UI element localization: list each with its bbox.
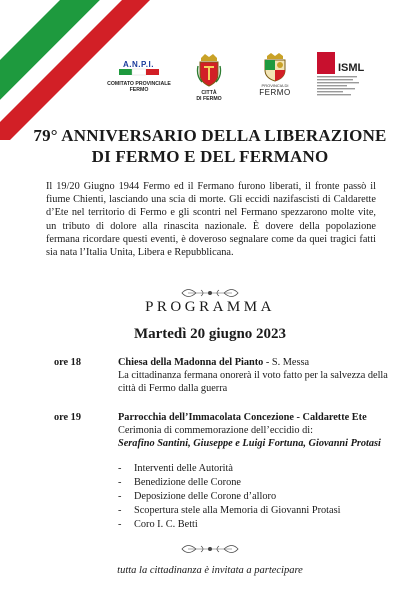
anpi-mark: A.N.P.I. — [123, 60, 154, 69]
event-place-2: Parrocchia dell’Immacolata Concezione - Caldarette Ete — [118, 412, 367, 423]
event-date: Martedì 20 giugno 2023 — [133, 326, 287, 342]
isml-mark: ISML — [338, 62, 365, 74]
isml-logo — [317, 52, 387, 98]
event-time-2: ore 19 — [54, 412, 81, 423]
anpi-logo — [98, 60, 180, 93]
provincia-crest-icon — [261, 52, 289, 82]
list-item: - Deposizione delle Corone d’alloro — [118, 491, 277, 502]
title-line-2: DI FERMO E DEL FERMANO — [91, 147, 329, 166]
list-item: - Interventi delle Autorità — [118, 463, 233, 474]
anpi-caption-1: COMITATO PROVINCIALE — [107, 81, 171, 87]
divider-ornament-icon — [0, 286, 420, 300]
list-item: - Scopertura stele alla Memoria di Giovanni Protasi — [118, 505, 341, 516]
event-suffix-1: - S. Messa — [263, 357, 310, 368]
provincia-caption: PROVINCIA DI — [261, 83, 289, 88]
victim-names: Serafino Santini, Giuseppe e Luigi Fortuna, Giovanni Protasi — [118, 438, 381, 449]
fermo-crest-icon — [196, 52, 222, 88]
event-desc-2: Cerimonia di commemorazione dell’eccidio di: — [118, 425, 314, 436]
page-title — [0, 125, 420, 167]
event-time-1: ore 18 — [54, 357, 81, 368]
title-line-1: 79° ANNIVERSARIO DELLA LIBERAZIONE — [33, 126, 387, 145]
provincia-word: FERMO — [259, 88, 291, 97]
anpi-badge-icon — [119, 60, 159, 78]
isml-fine-print-icon — [317, 76, 361, 98]
isml-red-block-icon — [317, 52, 335, 74]
citta-caption-2: DI FERMO — [196, 96, 222, 102]
list-item: - Benedizione delle Corone — [118, 477, 241, 488]
intro-paragraph: Il 19/20 Giugno 1944 Fermo ed il Fermano furono liberati, il fronte passò il fiume Chienti, lasciando una scia di morte. Gli eccidi nazifascisti di Caldarette d’Ete nel territorio di Fermo e gli scontri nel Fermano spezzarono molte vite, un tributo di dolore alla rinascita nazionale. È dovere della popolazione fermana ricordare questi eventi, è doveroso segnalare come da quei tragici fatti sia nata l’Italia Unita, Libera e Repubblicana. — [46, 181, 376, 259]
list-item: - Coro I. C. Betti — [118, 519, 198, 530]
citta-caption-1: CITTÀ — [201, 90, 217, 96]
citta-di-fermo-logo — [186, 52, 232, 102]
event-desc-1: La cittadinanza fermana onorerà il voto fatto per la salvezza della città di Fermo dalla guerra — [118, 370, 388, 394]
event-place-1: Chiesa della Madonna del Pianto — [118, 357, 264, 368]
provincia-di-fermo-logo — [252, 52, 298, 97]
footer-invitation: tutta la cittadinanza è invitata a partecipare — [117, 565, 303, 576]
sponsor-logos — [0, 52, 420, 112]
programma-heading: PROGRAMMA — [145, 299, 275, 315]
anpi-caption-2: FERMO — [129, 87, 149, 93]
activities-list — [118, 462, 378, 532]
divider-ornament-icon — [0, 542, 420, 556]
